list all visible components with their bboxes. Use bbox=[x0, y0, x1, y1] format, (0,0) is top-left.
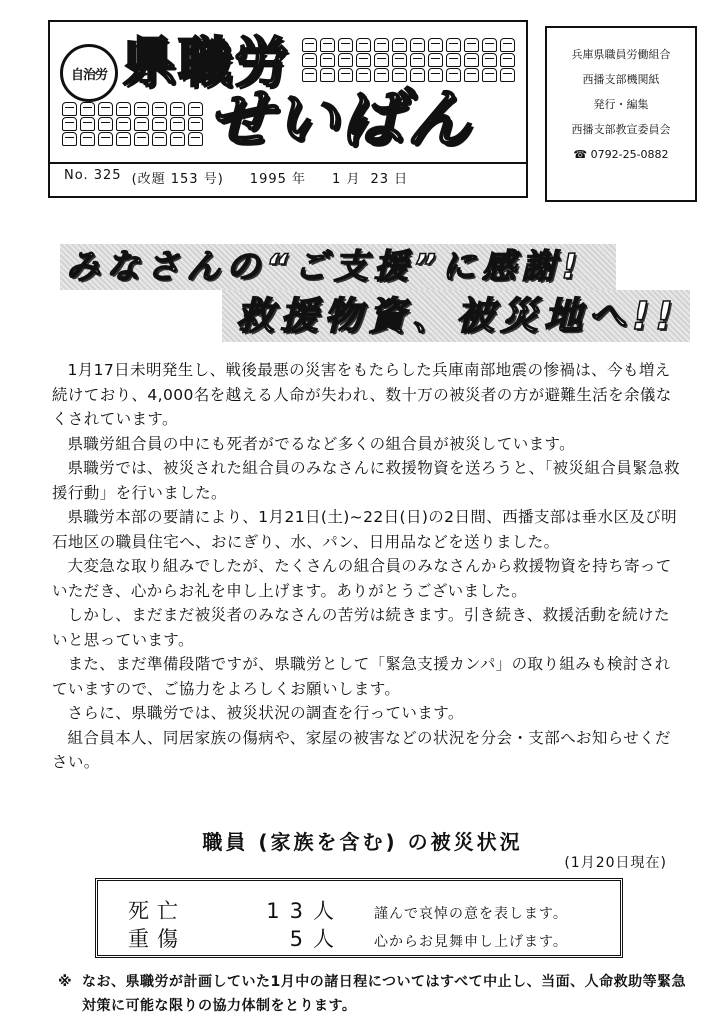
fist-icon bbox=[320, 38, 335, 52]
fist-icon bbox=[428, 38, 443, 52]
fist-icon bbox=[446, 68, 461, 82]
fist-icon bbox=[80, 117, 95, 131]
headline-line-2: 救援物資、被災地へ!! bbox=[222, 290, 690, 342]
phone-icon: ☎ bbox=[573, 148, 588, 161]
fist-icon bbox=[320, 53, 335, 67]
fist-icon bbox=[392, 53, 407, 67]
issue-month: 1 bbox=[332, 172, 342, 187]
fist-icon bbox=[98, 132, 113, 146]
article-body bbox=[52, 358, 682, 775]
fist-icon bbox=[482, 68, 497, 82]
fist-icon bbox=[134, 132, 149, 146]
fist-icon bbox=[62, 117, 77, 131]
issue-info bbox=[64, 168, 408, 187]
fist-icon bbox=[374, 38, 389, 52]
issue-day: 23 bbox=[370, 172, 390, 187]
fist-icon bbox=[80, 102, 95, 116]
fist-icon bbox=[500, 38, 515, 52]
paragraph-6: しかし、まだまだ被災者のみなさんの苦労は続きます。引き続き、救援活動を続けたいと思っています。 bbox=[52, 606, 670, 649]
fist-icon bbox=[152, 117, 167, 131]
fist-icon bbox=[356, 53, 371, 67]
issue-number: 325 bbox=[93, 168, 122, 183]
casualty-row-injuries bbox=[128, 923, 620, 951]
fist-icon bbox=[98, 117, 113, 131]
fist-icon bbox=[302, 38, 317, 52]
paragraph-5: 大変急な取り組みでしたが、たくさんの組合員のみなさんから救援物資を持ち寄っていただき、心からお礼を申し上げます。ありがとうございました。 bbox=[52, 557, 672, 600]
fist-icon bbox=[170, 102, 185, 116]
issue-year: 1995 bbox=[249, 172, 287, 187]
paragraph-2: 県職労組合員の中にも死者がでるなど多くの組合員が被災しています。 bbox=[67, 434, 576, 453]
issue-number-label: No. bbox=[64, 168, 89, 183]
footnote bbox=[58, 970, 688, 1018]
casualty-note: 心からお見舞申し上げます。 bbox=[374, 934, 568, 950]
publisher-committee: 西播支部教宣委員会 bbox=[571, 123, 671, 136]
footnote-mark: ※ bbox=[58, 974, 73, 990]
fist-icon bbox=[170, 132, 185, 146]
fist-icon bbox=[464, 53, 479, 67]
paragraph-9: 組合員本人、同居家族の傷病や、家屋の被害などの状況を分会・支部へお知らせください。 bbox=[52, 728, 671, 771]
fist-icon bbox=[374, 68, 389, 82]
paragraph-8: さらに、県職労では、被災状況の調査を行っています。 bbox=[67, 704, 464, 722]
issue-month-label: 月 bbox=[346, 172, 361, 187]
paragraph-1: 1月17日未明発生し、戦後最悪の災害をもたらした兵庫南部地震の惨禍は、今も増え続けており、4,000名を越える人命が失われ、数十万の被災者の方が避難生活を余儀なくされています。 bbox=[52, 361, 672, 428]
fist-icon bbox=[116, 102, 131, 116]
paragraph-7: また、まだ準備段階ですが、県職労として「緊急支援カンパ」の取り組みも検討されていますので、ご協力をよろしくお願いします。 bbox=[52, 655, 671, 698]
issue-revised: (改題 153 号) bbox=[131, 172, 224, 187]
fist-icon bbox=[392, 68, 407, 82]
fist-icon bbox=[446, 53, 461, 67]
fist-icon bbox=[392, 38, 407, 52]
fist-icon bbox=[116, 132, 131, 146]
status-title: 職員 (家族を含む) の被災状況 bbox=[202, 830, 523, 854]
publisher-union: 兵庫県職員労働組合 bbox=[571, 48, 671, 61]
fist-icon bbox=[152, 132, 167, 146]
masthead-divider bbox=[50, 162, 526, 164]
casualty-label: 死亡 bbox=[128, 899, 186, 923]
fist-icon bbox=[410, 38, 425, 52]
fist-icon bbox=[428, 68, 443, 82]
fist-icon bbox=[464, 68, 479, 82]
fist-icon bbox=[356, 68, 371, 82]
fist-icon bbox=[338, 53, 353, 67]
fist-pattern-top bbox=[302, 38, 524, 82]
fist-icon bbox=[374, 53, 389, 67]
phone-number: 0792-25-0882 bbox=[590, 148, 669, 161]
fist-icon bbox=[116, 117, 131, 131]
union-badge: 自治労 bbox=[60, 44, 118, 102]
fist-icon bbox=[302, 68, 317, 82]
fist-icon bbox=[464, 38, 479, 52]
fist-icon bbox=[500, 68, 515, 82]
fist-icon bbox=[410, 68, 425, 82]
footnote-text: なお、県職労が計画していた1月中の諸日程についてはすべて中止し、当面、人命救助等緊急対策に可能な限りの協力体制をとります。 bbox=[82, 974, 687, 1014]
fist-icon bbox=[134, 117, 149, 131]
status-as-of: (1月20日現在) bbox=[564, 855, 667, 871]
fist-icon bbox=[188, 117, 203, 131]
fist-icon bbox=[428, 53, 443, 67]
casualty-row-deaths bbox=[128, 895, 620, 923]
issue-year-label: 年 bbox=[292, 172, 307, 187]
fist-icon bbox=[338, 38, 353, 52]
headline-line-1: みなさんの“ご支援”に感謝! bbox=[60, 244, 616, 290]
publisher-role: 発行・編集 bbox=[593, 98, 649, 111]
fist-icon bbox=[410, 53, 425, 67]
fist-icon bbox=[134, 102, 149, 116]
fist-icon bbox=[320, 68, 335, 82]
casualty-label: 重傷 bbox=[128, 927, 186, 951]
issue-day-label: 日 bbox=[394, 172, 409, 187]
newsletter-title: せいばん bbox=[208, 83, 472, 157]
org-short-name: 県職労 bbox=[122, 31, 290, 94]
fist-icon bbox=[356, 38, 371, 52]
fist-icon bbox=[152, 102, 167, 116]
fist-icon bbox=[188, 102, 203, 116]
fist-icon bbox=[62, 102, 77, 116]
fist-icon bbox=[482, 53, 497, 67]
fist-icon bbox=[500, 53, 515, 67]
paragraph-4: 県職労本部の要請により、1月21日(土)~22日(日)の2日間、西播支部は垂水区及び明石地区の職員住宅へ、おにぎり、水、パン、日用品などを送りました。 bbox=[52, 508, 678, 551]
fist-icon bbox=[80, 132, 95, 146]
publisher-phone bbox=[553, 142, 689, 167]
publisher-organ: 西播支部機関紙 bbox=[582, 73, 660, 86]
casualty-count: 13人 bbox=[266, 899, 344, 923]
casualty-note: 謹んで哀悼の意を表します。 bbox=[374, 906, 568, 922]
fist-icon bbox=[446, 38, 461, 52]
casualty-box bbox=[95, 878, 623, 958]
fist-icon bbox=[170, 117, 185, 131]
fist-icon bbox=[482, 38, 497, 52]
fist-pattern-left bbox=[62, 102, 212, 146]
fist-icon bbox=[188, 132, 203, 146]
paragraph-3: 県職労では、被災された組合員のみなさんに救援物資を送ろうと、「被災組合員緊急救援行動」を行いました。 bbox=[52, 459, 680, 502]
fist-icon bbox=[338, 68, 353, 82]
casualty-count: 5人 bbox=[289, 927, 344, 951]
fist-icon bbox=[302, 53, 317, 67]
fist-icon bbox=[98, 102, 113, 116]
fist-icon bbox=[62, 132, 77, 146]
publisher-box bbox=[545, 26, 697, 202]
masthead bbox=[48, 20, 528, 198]
